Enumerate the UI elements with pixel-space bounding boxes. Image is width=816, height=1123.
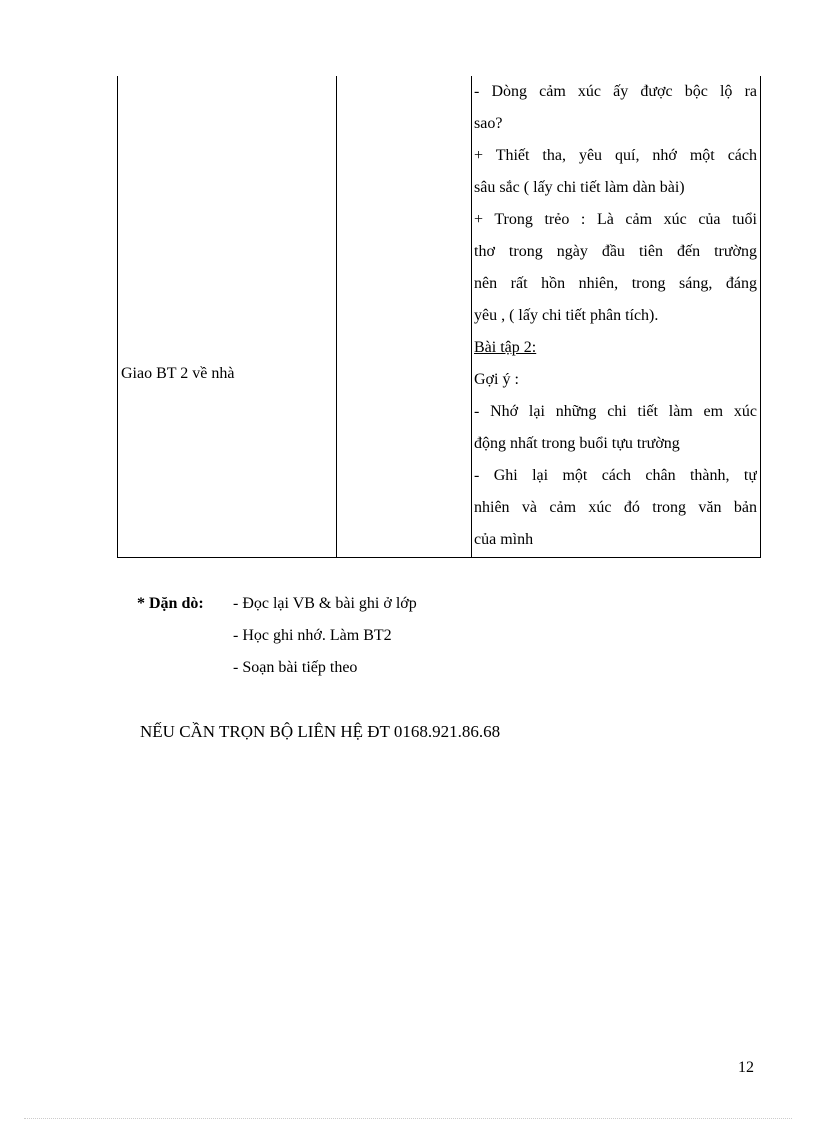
homework-item: - Đọc lại VB & bài ghi ở lớp [233,595,417,612]
content-line: động nhất trong buổi tựu trường [474,435,680,452]
content-line: nhiên và cảm xúc đó trong văn bản [474,499,757,516]
content-line: của mình [474,531,534,548]
table-right-border [760,76,761,558]
content-line: - Nhớ lại những chi tiết làm em xúc [474,403,757,420]
content-line: yêu , ( lấy chi tiết phân tích). [474,307,659,324]
homework-list [233,592,417,688]
homework-label: * Dặn dò: [137,595,204,612]
table-column-divider-2 [471,76,472,558]
content-line: + Thiết tha, yêu quí, nhớ một cách [474,147,757,164]
exercise-heading: Bài tập 2: [474,339,537,356]
content-line: nên rất hồn nhiên, trong sáng, đáng [474,275,757,292]
content-line [474,332,757,364]
homework-item: - Soạn bài tiếp theo [233,659,358,676]
homework-item: - Học ghi nhớ. Làm BT2 [233,627,392,644]
content-line: thơ trong ngày đầu tiên đến trường [474,243,757,260]
lesson-table [117,76,761,558]
content-line: Gợi ý : [474,371,519,388]
table-column-divider-1 [336,76,337,558]
teacher-activity-text: Giao BT 2 về nhà [121,365,235,382]
content-line: + Trong trẻo : Là cảm xúc của tuổi [474,211,757,228]
content-line: - Dòng cảm xúc ấy được bộc lộ ra [474,83,757,100]
content-line: - Ghi lại một cách chân thành, tự [474,467,757,484]
page-bottom-rule [24,1118,792,1119]
table-bottom-border [117,557,761,558]
page-number: 12 [738,1059,754,1076]
table-left-border [117,76,118,558]
lesson-content-column [474,76,757,556]
content-line: sâu sắc ( lấy chi tiết làm dàn bài) [474,179,685,196]
contact-line: NẾU CẦN TRỌN BỘ LIÊN HỆ ĐT 0168.921.86.68 [140,722,501,741]
content-line: sao? [474,115,503,132]
